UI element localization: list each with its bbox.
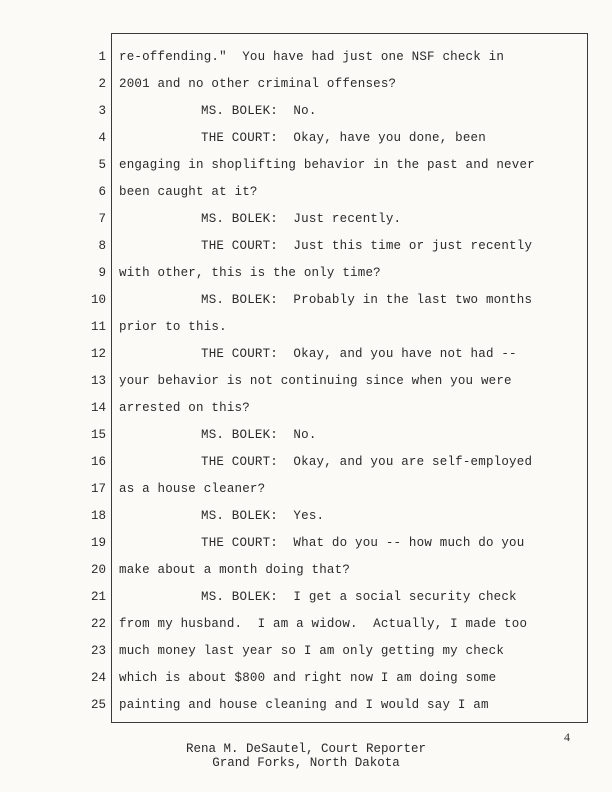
- line-text: engaging in shoplifting behavior in the past and never: [119, 158, 535, 172]
- line-number: 9: [98, 266, 106, 280]
- line-text: much money last year so I am only getting my check: [119, 644, 505, 658]
- line-number: 7: [98, 212, 106, 226]
- line-number: 10: [90, 293, 106, 307]
- line-text: THE COURT: Okay, and you are self-employed: [201, 455, 533, 469]
- transcript-line: [0, 611, 612, 638]
- transcript-line: [0, 368, 612, 395]
- transcript-line: [0, 449, 612, 476]
- line-number: 6: [98, 185, 106, 199]
- line-number: 2: [98, 77, 106, 91]
- transcript-line: [0, 179, 612, 206]
- transcript-line: [0, 314, 612, 341]
- transcript-line: [0, 503, 612, 530]
- line-text: THE COURT: Okay, and you have not had --: [201, 347, 517, 361]
- transcript-line: [0, 287, 612, 314]
- line-number: 20: [90, 563, 106, 577]
- transcript-line: [0, 584, 612, 611]
- line-number: 17: [90, 482, 106, 496]
- transcript-lines: [0, 44, 612, 719]
- transcript-line: [0, 98, 612, 125]
- line-text: THE COURT: Just this time or just recently: [201, 239, 533, 253]
- line-text: your behavior is not continuing since when you were: [119, 374, 512, 388]
- transcript-line: [0, 341, 612, 368]
- line-text: arrested on this?: [119, 401, 250, 415]
- line-text: prior to this.: [119, 320, 227, 334]
- transcript-line: [0, 476, 612, 503]
- transcript-line: [0, 44, 612, 71]
- line-number: 19: [90, 536, 106, 550]
- line-text: which is about $800 and right now I am doing some: [119, 671, 497, 685]
- line-number: 13: [90, 374, 106, 388]
- line-number: 22: [90, 617, 106, 631]
- line-number: 14: [90, 401, 106, 415]
- line-number: 15: [90, 428, 106, 442]
- transcript-line: [0, 638, 612, 665]
- line-text: MS. BOLEK: I get a social security check: [201, 590, 517, 604]
- transcript-line: [0, 557, 612, 584]
- transcript-line: [0, 665, 612, 692]
- line-number: 23: [90, 644, 106, 658]
- line-number: 25: [90, 698, 106, 712]
- line-number: 21: [90, 590, 106, 604]
- line-number: 3: [98, 104, 106, 118]
- footer-location: Grand Forks, North Dakota: [212, 756, 400, 770]
- line-text: MS. BOLEK: No.: [201, 428, 317, 442]
- line-text: THE COURT: Okay, have you done, been: [201, 131, 486, 145]
- transcript-line: [0, 125, 612, 152]
- line-text: been caught at it?: [119, 185, 258, 199]
- line-text: MS. BOLEK: Yes.: [201, 509, 325, 523]
- line-text: MS. BOLEK: Just recently.: [201, 212, 402, 226]
- line-number: 24: [90, 671, 106, 685]
- line-text: as a house cleaner?: [119, 482, 266, 496]
- line-text: THE COURT: What do you -- how much do you: [201, 536, 525, 550]
- line-number: 8: [98, 239, 106, 253]
- line-text: MS. BOLEK: No.: [201, 104, 317, 118]
- line-text: 2001 and no other criminal offenses?: [119, 77, 397, 91]
- line-number: 1: [98, 50, 106, 64]
- line-text: with other, this is the only time?: [119, 266, 381, 280]
- transcript-line: [0, 71, 612, 98]
- page-number: 4: [564, 730, 570, 744]
- line-number: 4: [98, 131, 106, 145]
- line-number: 11: [90, 320, 106, 334]
- line-number: 5: [98, 158, 106, 172]
- line-text: re-offending." You have had just one NSF check in: [119, 50, 505, 64]
- transcript-line: [0, 206, 612, 233]
- transcript-line: [0, 233, 612, 260]
- transcript-line: [0, 422, 612, 449]
- transcript-line: [0, 260, 612, 287]
- line-text: make about a month doing that?: [119, 563, 351, 577]
- line-number: 16: [90, 455, 106, 469]
- transcript-line: [0, 152, 612, 179]
- line-text: from my husband. I am a widow. Actually, I made too: [119, 617, 528, 631]
- line-text: MS. BOLEK: Probably in the last two months: [201, 293, 533, 307]
- line-text: painting and house cleaning and I would say I am: [119, 698, 489, 712]
- transcript-line: [0, 692, 612, 719]
- transcript-line: [0, 395, 612, 422]
- line-number: 18: [90, 509, 106, 523]
- footer: [0, 742, 612, 770]
- transcript-line: [0, 530, 612, 557]
- footer-reporter: Rena M. DeSautel, Court Reporter: [185, 742, 427, 756]
- line-number: 12: [90, 347, 106, 361]
